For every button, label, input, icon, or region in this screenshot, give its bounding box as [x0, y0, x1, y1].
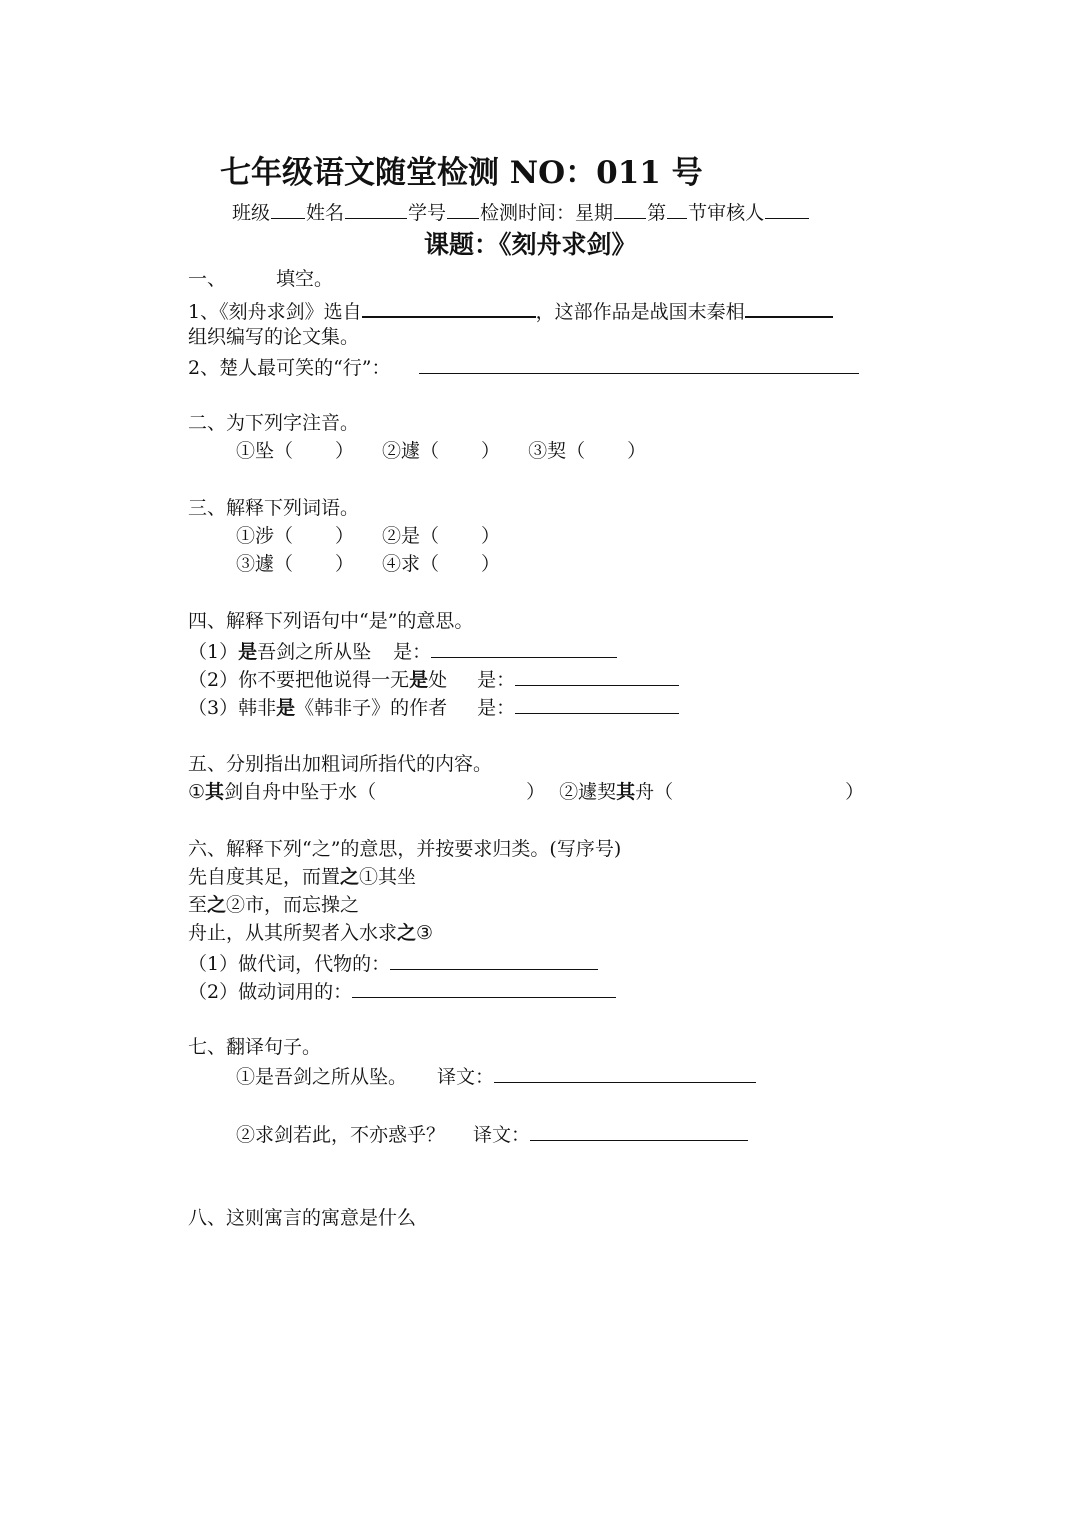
s5-b-bold: 其: [616, 781, 636, 803]
s6-passage-1: [188, 864, 416, 890]
s6-question-2: [188, 977, 616, 1005]
s6-passage-3: [188, 920, 433, 946]
paren-close: ）: [627, 440, 647, 462]
reviewer-blank[interactable]: [765, 198, 809, 219]
reviewer-label: 节审核人: [688, 202, 765, 224]
section-1-number: 一、: [188, 268, 227, 290]
s6-q2-blank[interactable]: [352, 977, 616, 998]
s5-a-text: 剑自舟中坠于水（: [224, 781, 377, 803]
s7-sentence-2: [236, 1120, 748, 1148]
s3-item-4: ④求（: [382, 553, 440, 575]
weekday-blank[interactable]: [614, 198, 646, 219]
s5-a-num: ①: [188, 781, 206, 803]
section-2-heading: 二、为下列字注音。: [188, 412, 360, 434]
name-label: 姓名: [306, 202, 345, 224]
s1-q1-text-b: ，这部作品是战国末秦相: [535, 301, 745, 323]
paren-close: ）: [481, 553, 501, 575]
student-info-line: [232, 198, 810, 226]
s3-item-1: ①涉（: [236, 525, 294, 547]
s7-s2-label: 译文：: [473, 1124, 531, 1146]
s1-q1-source-blank[interactable]: [362, 296, 536, 318]
page-title: 七年级语文随堂检测 NO：011 号: [220, 155, 703, 191]
section-4-heading: 四、解释下列语句中“是”的意思。: [188, 610, 474, 632]
s1-q1-text-a: 1、《刻舟求剑》选自: [188, 301, 362, 323]
section-6-heading: 六、解释下列“之”的意思，并按要求归类。(写序号): [188, 838, 622, 860]
s4-line-3: [188, 693, 679, 721]
paren-close: ）: [335, 440, 355, 462]
s6-p2-text-b: ②市，而忘操之: [226, 894, 360, 916]
s6-passage-2: [188, 892, 359, 918]
s4-l2-label: 是：: [477, 669, 516, 691]
s5-items: [188, 779, 864, 805]
s4-l1-label: 是：: [393, 641, 432, 663]
s6-question-1: [188, 949, 598, 977]
s4-line-1: [188, 637, 617, 665]
class-label: 班级: [232, 202, 271, 224]
section-7-heading: 七、翻译句子。: [188, 1036, 322, 1058]
s1-q2-text: 2、楚人最可笑的“行”：: [188, 357, 391, 379]
s5-b-text-a: ②遽契: [559, 781, 617, 803]
s4-l1-blank[interactable]: [431, 637, 617, 658]
s6-p1-text-a: 先自度其足，而置: [188, 866, 341, 888]
name-blank[interactable]: [345, 198, 407, 219]
s7-s2-text: ②求剑若此，不亦惑乎？: [236, 1124, 446, 1146]
s2-item-3: ③契（: [528, 440, 586, 462]
s6-p3-bold: 之: [397, 922, 417, 944]
paren-close: ）: [526, 781, 546, 803]
s4-l1-bold: 是: [238, 641, 258, 663]
s6-q1-text: （1）做代词，代物的：: [188, 953, 391, 975]
s4-l2-text-a: （2）你不要把他说得一无: [188, 669, 410, 691]
s7-s1-text: ①是吾剑之所从坠。: [236, 1066, 408, 1088]
s4-l3-blank[interactable]: [515, 693, 679, 714]
s4-line-2: [188, 665, 679, 693]
paren-close: ）: [335, 525, 355, 547]
paren-close: ）: [845, 781, 865, 803]
s2-item-1: ①坠（: [236, 440, 294, 462]
s1-q2-blank[interactable]: [419, 353, 859, 374]
s6-p1-bold: 之: [340, 866, 360, 888]
s4-l3-text-a: （3）韩非: [188, 697, 277, 719]
number-blank[interactable]: [447, 198, 479, 219]
s4-l3-label: 是：: [477, 697, 516, 719]
paren-close: ）: [481, 440, 501, 462]
s7-s2-blank[interactable]: [530, 1120, 748, 1141]
s6-p2-bold: 之: [207, 894, 227, 916]
s3-item-2: ②是（: [382, 525, 440, 547]
s6-p3-text-a: 舟止，从其所契者入水求: [188, 922, 398, 944]
s1-question-1: [188, 296, 833, 325]
s4-l2-text-b: 处: [428, 669, 448, 691]
s4-l1-text: 吾剑之所从坠: [257, 641, 372, 663]
s3-item-3: ③遽（: [236, 553, 294, 575]
section-8-heading: 八、这则寓言的寓意是什么: [188, 1207, 417, 1229]
s4-l2-bold: 是: [409, 669, 429, 691]
s5-b-text-b: 舟（: [635, 781, 674, 803]
s2-items: [236, 438, 646, 464]
section-3-heading: 三、解释下列词语。: [188, 497, 360, 519]
class-blank[interactable]: [271, 198, 305, 219]
section-1-heading: [188, 266, 333, 292]
s7-sentence-1: [236, 1062, 756, 1090]
s6-p1-text-b: ①其坐: [359, 866, 417, 888]
s7-s1-blank[interactable]: [494, 1062, 756, 1083]
s6-p3-text-b: ③: [416, 922, 434, 944]
time-label: 检测时间：星期: [480, 202, 614, 224]
s6-p2-text-a: 至: [188, 894, 208, 916]
paren-close: ）: [481, 525, 501, 547]
lesson-title: 课题：《刻舟求剑》: [424, 230, 637, 259]
s1-question-1-cont: 组织编写的论文集。: [188, 326, 360, 348]
s4-l1-num: （1）: [188, 641, 239, 663]
s6-q2-text: （2）做动词用的：: [188, 981, 353, 1003]
s2-item-2: ②遽（: [382, 440, 440, 462]
s5-a-bold: 其: [205, 781, 225, 803]
period-label: 第: [647, 202, 667, 224]
s1-question-2: [188, 353, 859, 381]
s1-q1-person-blank[interactable]: [745, 296, 833, 318]
number-label: 学号: [408, 202, 447, 224]
s4-l3-bold: 是: [276, 697, 296, 719]
s3-row-2: [236, 551, 500, 577]
period-blank[interactable]: [667, 198, 687, 219]
s6-q1-blank[interactable]: [390, 949, 598, 970]
s3-row-1: [236, 523, 500, 549]
s4-l2-blank[interactable]: [515, 665, 679, 686]
s7-s1-label: 译文：: [437, 1066, 495, 1088]
paren-close: ）: [335, 553, 355, 575]
section-5-heading: 五、分别指出加粗词所指代的内容。: [188, 753, 493, 775]
section-1-title: 填空。: [276, 268, 334, 290]
s4-l3-text-b: 《韩非子》的作者: [295, 697, 448, 719]
